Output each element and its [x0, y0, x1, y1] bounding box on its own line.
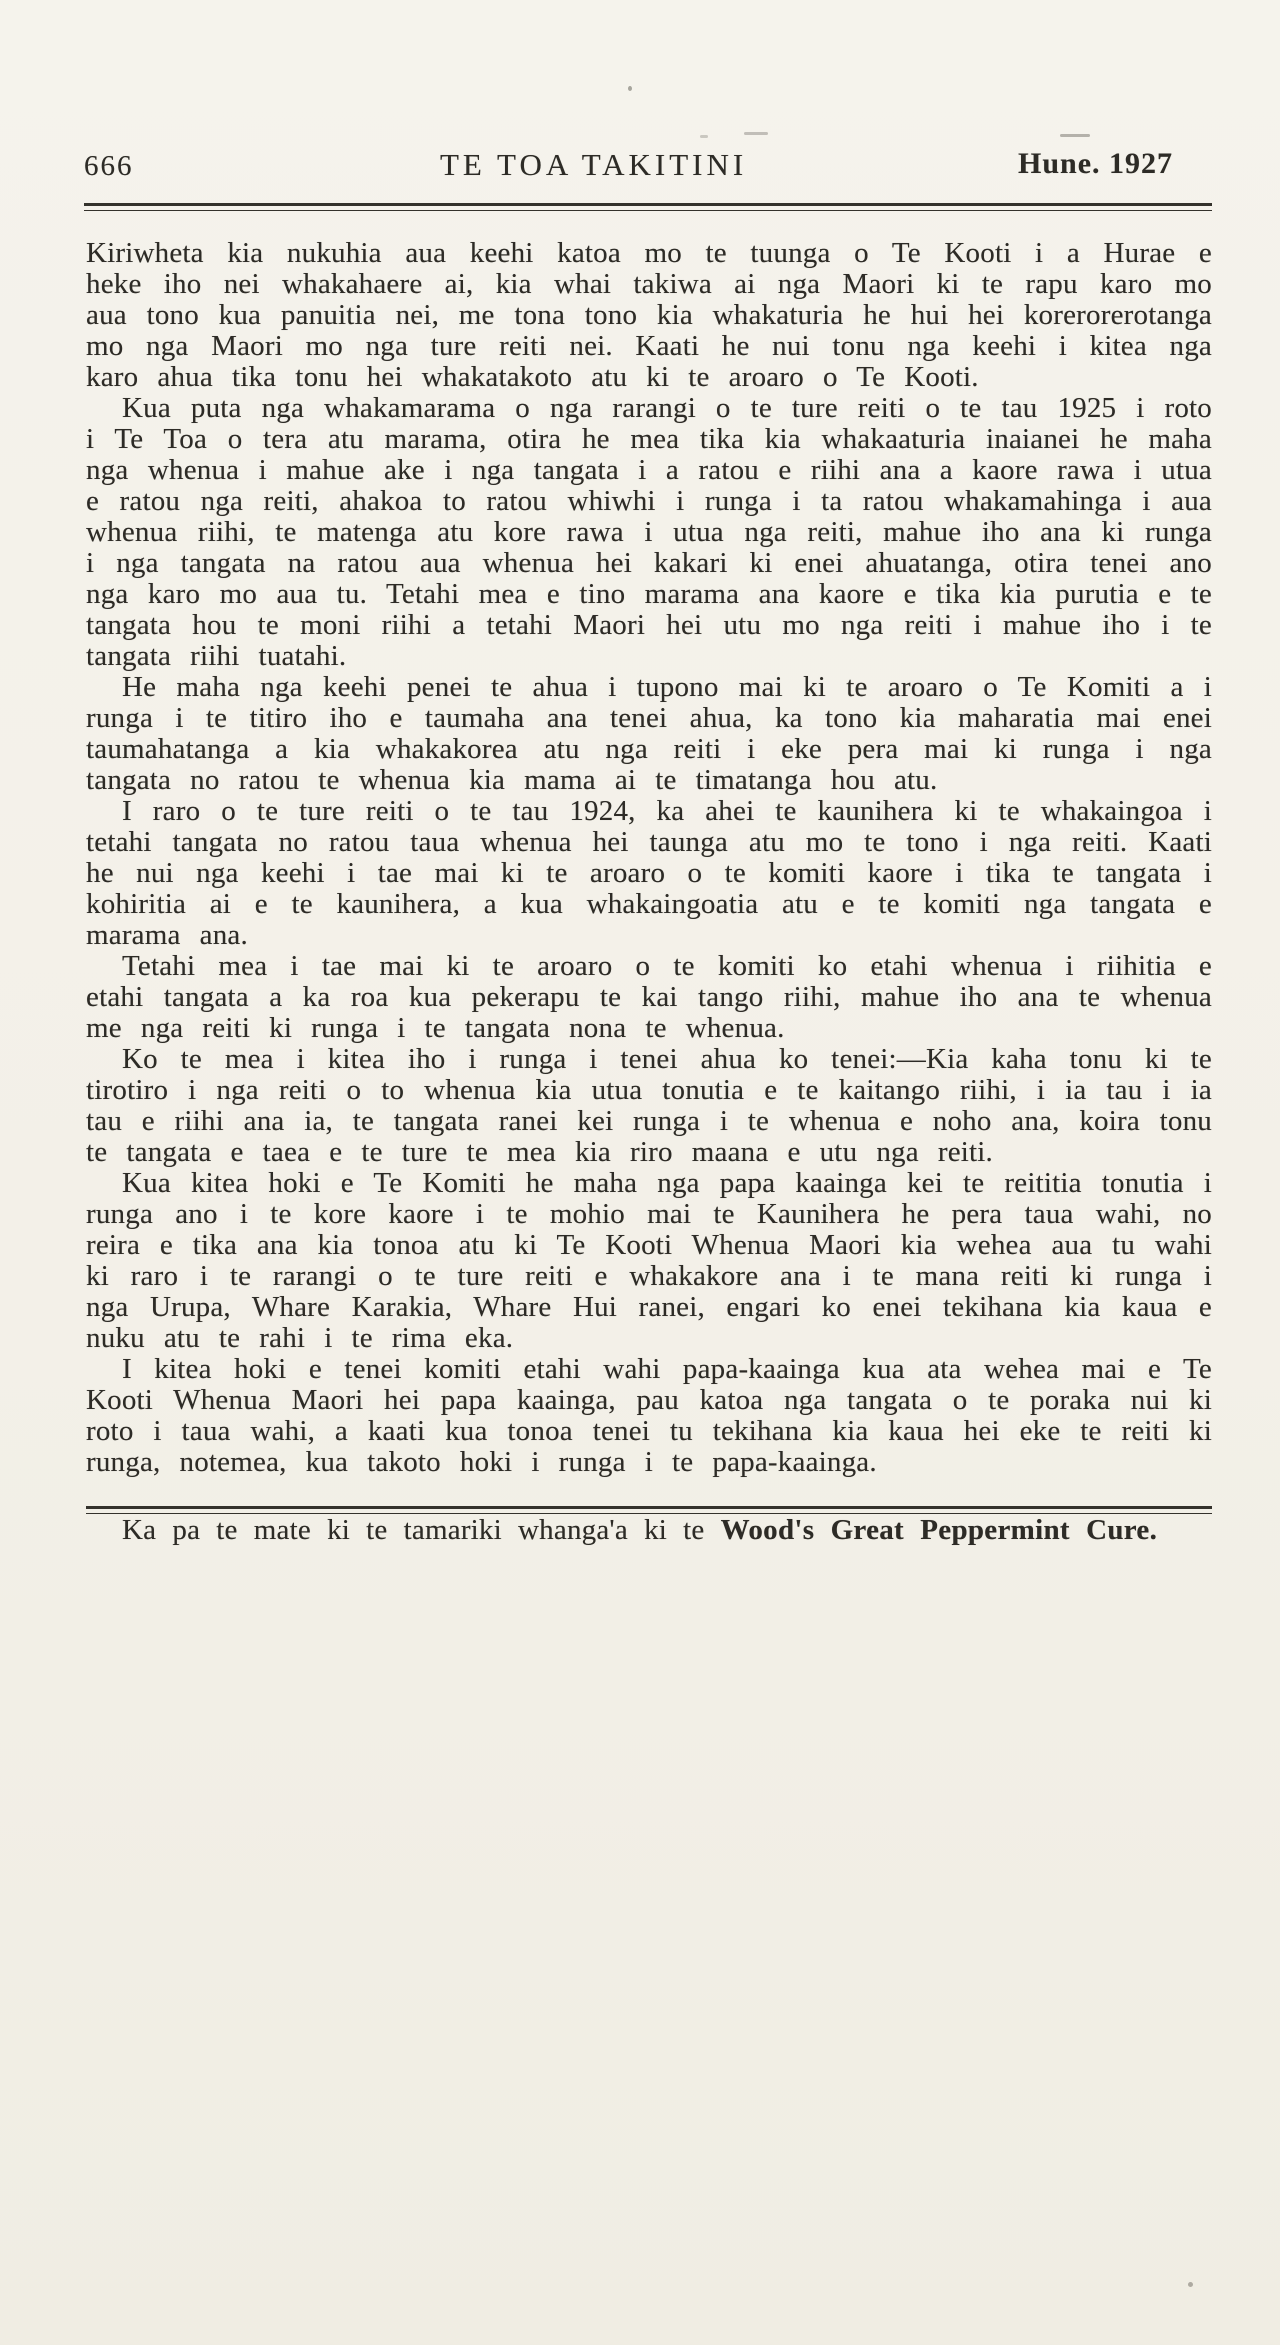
article-paragraph-6: Ko te mea i kitea iho i runga i tenei ahua ko tenei:—Kia kaha tonu ki te tirotiro i nga reiti o to whenua kia utua tonutia e te kaitango riihi, i ia tau i ia tau e riihi ana ia, te tangata ranei kei runga i te whenua e noho ana, koira tonu te tangata e taea e te ture te mea kia riro maana e utu nga reiti. — [86, 1043, 1212, 1168]
article-body — [86, 238, 1212, 1547]
article-paragraph-8: I kitea hoki e tenei komiti etahi wahi papa-kaainga kua ata wehea mai e Te Kooti Whenua Maori hei papa kaainga, pau katoa nga tangata o te poraka nui ki roto i taua wahi, a kaati kua tonoa tenei tu tekihana kia kaua hei eke te reiti ki runga, notemea, kua takoto hoki i runga i te papa-kaainga. — [86, 1353, 1212, 1478]
article-paragraph-1: Kiriwheta kia nukuhia aua keehi katoa mo te tuunga o Te Kooti i a Hurae e heke iho nei whakahaere ai, kia whai takiwa ai nga Maori ki te rapu karo mo aua tono kua panuitia nei, me tona tono kia whakaturia he hui hei korerorerotanga mo nga Maori mo nga ture reiti nei. Kaati he nui tonu nga keehi i kitea nga karo ahua tika tonu hei whakatakoto atu ki te aroaro o Te Kooti. — [86, 237, 1212, 393]
article-paragraph-7: Kua kitea hoki e Te Komiti he maha nga papa kaainga kei te reititia tonutia i runga ano i te kore kaore i te mohio mai te Kaunihera he pera taua wahi, no reira e tika ana kia tonoa atu ki Te Kooti Whenua Maori kia wehea aua tu wahi ki raro i te rarangi o te ture reiti e whakakore ana i te mana reiti ki runga i nga Urupa, Whare Karakia, Whare Hui ranei, engari ko enei tekihana kia kaua e nuku atu te rahi i te rima eka. — [86, 1167, 1212, 1354]
footer-rule — [86, 1506, 1212, 1514]
masthead-title: TE TOA TAKITINI — [440, 147, 748, 182]
scan-artifact — [744, 132, 768, 135]
page-number: 666 — [84, 150, 134, 182]
article-paragraph-3: He maha nga keehi penei te ahua i tupono mai ki te aroaro o Te Komiti a i runga i te titiro iho e taumaha ana tenei ahua, ka tono kia maharatia mai enei taumahatanga a kia whakakorea atu nga reiti i eke pera mai ki runga i nga tangata no ratou te whenua kia mama ai te timatanga hou atu. — [86, 671, 1212, 796]
scan-artifact — [1188, 2282, 1193, 2287]
article-paragraph-5: Tetahi mea i tae mai ki te aroaro o te komiti ko etahi whenua i riihitia e etahi tangata a ka roa kua pekerapu te kai tango riihi, mahue iho ana te whenua me nga reiti ki runga i te tangata nona te whenua. — [86, 950, 1212, 1044]
scan-artifact — [700, 135, 708, 138]
scan-artifact — [1060, 134, 1090, 137]
article-paragraph-2: Kua puta nga whakamarama o nga rarangi o te ture reiti o te tau 1925 i roto i Te Toa o tera atu marama, otira he mea tika kia whakaaturia inaianei he maha nga whenua i mahue ake i nga tangata i a ratou e riihi ana a kaore rawa i utua e ratou nga reiti, ahakoa to ratou whiwhi i runga i ta ratou whakamahinga i aua whenua riihi, te matenga atu kore rawa i utua nga reiti, mahue iho ana ki runga i nga tangata na ratou aua whenua hei kakari ki enei ahuatanga, otira tenei ano nga karo mo aua tu. Tetahi mea e tino marama ana kaore e tika kia purutia e te tangata hou te moni riihi a tetahi Maori hei utu mo nga reiti i mahue iho i te tangata riihi tuatahi. — [86, 392, 1212, 672]
advert-line — [86, 1514, 1212, 1547]
article-paragraph-4: I raro o te ture reiti o te tau 1924, ka ahei te kaunihera ki te whakaingoa i tetahi tangata no ratou taua whenua hei taunga atu mo te tono i nga reiti. Kaati he nui nga keehi i tae mai ki te aroaro o te komiti kaore i tika te tangata i kohiritia ai e te kaunihera, a kua whakaingoatia atu e te komiti nga tangata e marama ana. — [86, 795, 1212, 951]
header-rule — [84, 203, 1212, 211]
issue-date: Hune. 1927 — [1018, 147, 1174, 180]
advert-text: Ka pa te mate ki te tamariki whanga'a ki te — [122, 1514, 721, 1546]
scan-artifact — [628, 86, 632, 91]
advert-product: Wood's Great Peppermint Cure. — [720, 1514, 1158, 1546]
